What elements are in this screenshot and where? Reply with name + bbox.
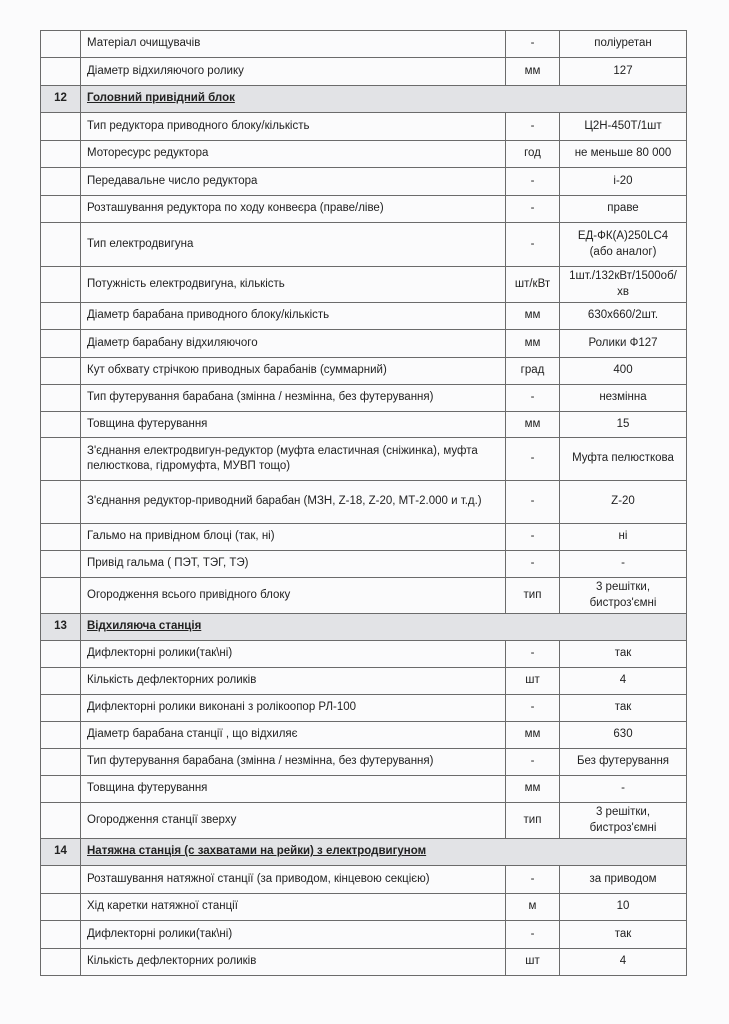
parameter-name: Діаметр барабану відхиляючого <box>81 330 506 358</box>
row-number-cell <box>41 524 81 551</box>
parameter-name: Товщина футерування <box>81 412 506 438</box>
section-title: Відхиляюча станція <box>81 614 687 641</box>
table-row <box>41 438 687 481</box>
parameter-name: Розташування натяжної станції (за приводом, кінцевою секцією) <box>81 866 506 894</box>
parameter-unit: мм <box>506 722 560 749</box>
parameter-name: Товщина футерування <box>81 776 506 803</box>
parameter-name: Гальмо на привідном блоці (так, ні) <box>81 524 506 551</box>
specification-table <box>40 30 687 976</box>
table-row <box>41 578 687 614</box>
row-number-cell <box>41 141 81 168</box>
table-row <box>41 303 687 330</box>
table-row <box>41 803 687 839</box>
parameter-value: 630 <box>560 722 687 749</box>
parameter-name: Тип електродвигуна <box>81 223 506 267</box>
parameter-unit: мм <box>506 330 560 358</box>
parameter-unit: тип <box>506 803 560 839</box>
parameter-unit: - <box>506 641 560 668</box>
parameter-name: З'єднання редуктор-приводний барабан (МЗН, Z-18, Z-20, МТ-2.000 и т.д.) <box>81 481 506 524</box>
parameter-unit: тип <box>506 578 560 614</box>
row-number-cell <box>41 551 81 578</box>
row-number-cell <box>41 113 81 141</box>
parameter-name: Привід гальма ( ПЭТ, ТЭГ, ТЭ) <box>81 551 506 578</box>
parameter-value: Без футерування <box>560 749 687 776</box>
row-number-cell <box>41 722 81 749</box>
parameter-unit: - <box>506 524 560 551</box>
row-number-cell <box>41 578 81 614</box>
parameter-unit: - <box>506 866 560 894</box>
parameter-unit: мм <box>506 303 560 330</box>
parameter-name: Моторесурс редуктора <box>81 141 506 168</box>
table-row <box>41 223 687 267</box>
row-number-cell <box>41 196 81 223</box>
parameter-value: незмінна <box>560 385 687 412</box>
parameter-name: Дифлекторні ролики(так\ні) <box>81 921 506 949</box>
row-number-cell <box>41 385 81 412</box>
row-number-cell <box>41 668 81 695</box>
row-number-cell <box>41 303 81 330</box>
parameter-value: Муфта пелюсткова <box>560 438 687 481</box>
parameter-unit: мм <box>506 412 560 438</box>
parameter-unit: мм <box>506 776 560 803</box>
parameter-unit: град <box>506 358 560 385</box>
parameter-value: Ролики Ф127 <box>560 330 687 358</box>
parameter-unit: - <box>506 168 560 196</box>
row-number-cell <box>41 803 81 839</box>
table-row <box>41 385 687 412</box>
parameter-name: З'єднання електродвигун-редуктор (муфта еластичная (сніжинка), муфта пелюсткова, гідромуфта, МУВП тощо) <box>81 438 506 481</box>
table-row <box>41 949 687 976</box>
row-number-cell <box>41 921 81 949</box>
section-title: Головний привідний блок <box>81 86 687 113</box>
parameter-unit: шт <box>506 668 560 695</box>
parameter-value: 3 решітки, бистроз'ємні <box>560 578 687 614</box>
table-row <box>41 641 687 668</box>
table-row <box>41 412 687 438</box>
parameter-unit: - <box>506 113 560 141</box>
row-number-cell <box>41 412 81 438</box>
section-header-row <box>41 86 687 113</box>
parameter-name: Передавальне число редуктора <box>81 168 506 196</box>
section-number: 12 <box>41 86 81 113</box>
parameter-name: Дифлекторні ролики виконані з ролікоопор РЛ-100 <box>81 695 506 722</box>
section-header-row <box>41 839 687 866</box>
parameter-value: так <box>560 641 687 668</box>
table-row <box>41 695 687 722</box>
parameter-name: Діаметр відхиляючого ролику <box>81 58 506 86</box>
table-row <box>41 330 687 358</box>
spec-page <box>40 30 686 976</box>
section-header-row <box>41 614 687 641</box>
row-number-cell <box>41 358 81 385</box>
parameter-value: 400 <box>560 358 687 385</box>
row-number-cell <box>41 330 81 358</box>
row-number-cell <box>41 776 81 803</box>
parameter-name: Тип редуктора приводного блоку/кількість <box>81 113 506 141</box>
parameter-name: Огородження станції зверху <box>81 803 506 839</box>
parameter-unit: шт/кВт <box>506 267 560 303</box>
parameter-value: - <box>560 551 687 578</box>
parameter-name: Кількість дефлекторних роликів <box>81 668 506 695</box>
parameter-unit: - <box>506 921 560 949</box>
parameter-unit: - <box>506 223 560 267</box>
parameter-value: так <box>560 695 687 722</box>
row-number-cell <box>41 31 81 58</box>
row-number-cell <box>41 894 81 921</box>
parameter-name: Діаметр барабана приводного блоку/кількість <box>81 303 506 330</box>
table-row <box>41 749 687 776</box>
table-row <box>41 141 687 168</box>
parameter-value: поліуретан <box>560 31 687 58</box>
parameter-name: Потужність електродвигуна, кількість <box>81 267 506 303</box>
table-row <box>41 722 687 749</box>
parameter-value: 10 <box>560 894 687 921</box>
parameter-value: 127 <box>560 58 687 86</box>
parameter-value: 1шт./132кВт/1500об/хв <box>560 267 687 303</box>
row-number-cell <box>41 223 81 267</box>
parameter-value: 3 решітки, бистроз'ємні <box>560 803 687 839</box>
row-number-cell <box>41 58 81 86</box>
parameter-name: Хід каретки натяжної станції <box>81 894 506 921</box>
parameter-value: так <box>560 921 687 949</box>
parameter-value: - <box>560 776 687 803</box>
parameter-value: не меньше 80 000 <box>560 141 687 168</box>
parameter-value: Z-20 <box>560 481 687 524</box>
section-number: 13 <box>41 614 81 641</box>
parameter-value: Ц2Н-450Т/1шт <box>560 113 687 141</box>
parameter-unit: шт <box>506 949 560 976</box>
table-row <box>41 196 687 223</box>
table-row <box>41 668 687 695</box>
row-number-cell <box>41 267 81 303</box>
table-row <box>41 113 687 141</box>
parameter-unit: м <box>506 894 560 921</box>
parameter-unit: - <box>506 196 560 223</box>
parameter-value: ні <box>560 524 687 551</box>
parameter-name: Огородження всього привідного блоку <box>81 578 506 614</box>
row-number-cell <box>41 866 81 894</box>
parameter-name: Діаметр барабана станції , що відхиляє <box>81 722 506 749</box>
section-title: Натяжна станція (с захватами на рейки) з електродвигуном <box>81 839 687 866</box>
row-number-cell <box>41 749 81 776</box>
parameter-value: і-20 <box>560 168 687 196</box>
parameter-unit: год <box>506 141 560 168</box>
parameter-name: Матеріал очищувачів <box>81 31 506 58</box>
parameter-name: Розташування редуктора по ходу конвеєра (праве/ліве) <box>81 196 506 223</box>
parameter-name: Тип футерування барабана (змінна / незмінна, без футерування) <box>81 749 506 776</box>
parameter-name: Кількість дефлекторних роликів <box>81 949 506 976</box>
table-row <box>41 921 687 949</box>
table-row <box>41 31 687 58</box>
table-row <box>41 551 687 578</box>
parameter-unit: - <box>506 695 560 722</box>
specification-table-body <box>41 31 687 976</box>
table-row <box>41 894 687 921</box>
row-number-cell <box>41 641 81 668</box>
table-row <box>41 866 687 894</box>
parameter-unit: - <box>506 438 560 481</box>
parameter-unit: - <box>506 481 560 524</box>
parameter-value: 630х660/2шт. <box>560 303 687 330</box>
row-number-cell <box>41 695 81 722</box>
parameter-value: 15 <box>560 412 687 438</box>
table-row <box>41 524 687 551</box>
parameter-value: 4 <box>560 949 687 976</box>
table-row <box>41 481 687 524</box>
parameter-unit: - <box>506 551 560 578</box>
section-number: 14 <box>41 839 81 866</box>
parameter-unit: мм <box>506 58 560 86</box>
parameter-name: Дифлекторні ролики(так\ні) <box>81 641 506 668</box>
parameter-name: Кут обхвату стрічкою приводных барабанів (суммарний) <box>81 358 506 385</box>
table-row <box>41 776 687 803</box>
table-row <box>41 267 687 303</box>
table-row <box>41 358 687 385</box>
table-row <box>41 168 687 196</box>
parameter-value: ЕД-ФК(А)250LC4 (або аналог) <box>560 223 687 267</box>
parameter-name: Тип футерування барабана (змінна / незмінна, без футерування) <box>81 385 506 412</box>
parameter-value: 4 <box>560 668 687 695</box>
row-number-cell <box>41 481 81 524</box>
parameter-unit: - <box>506 749 560 776</box>
row-number-cell <box>41 949 81 976</box>
row-number-cell <box>41 438 81 481</box>
parameter-unit: - <box>506 385 560 412</box>
table-row <box>41 58 687 86</box>
parameter-unit: - <box>506 31 560 58</box>
row-number-cell <box>41 168 81 196</box>
parameter-value: праве <box>560 196 687 223</box>
parameter-value: за приводом <box>560 866 687 894</box>
